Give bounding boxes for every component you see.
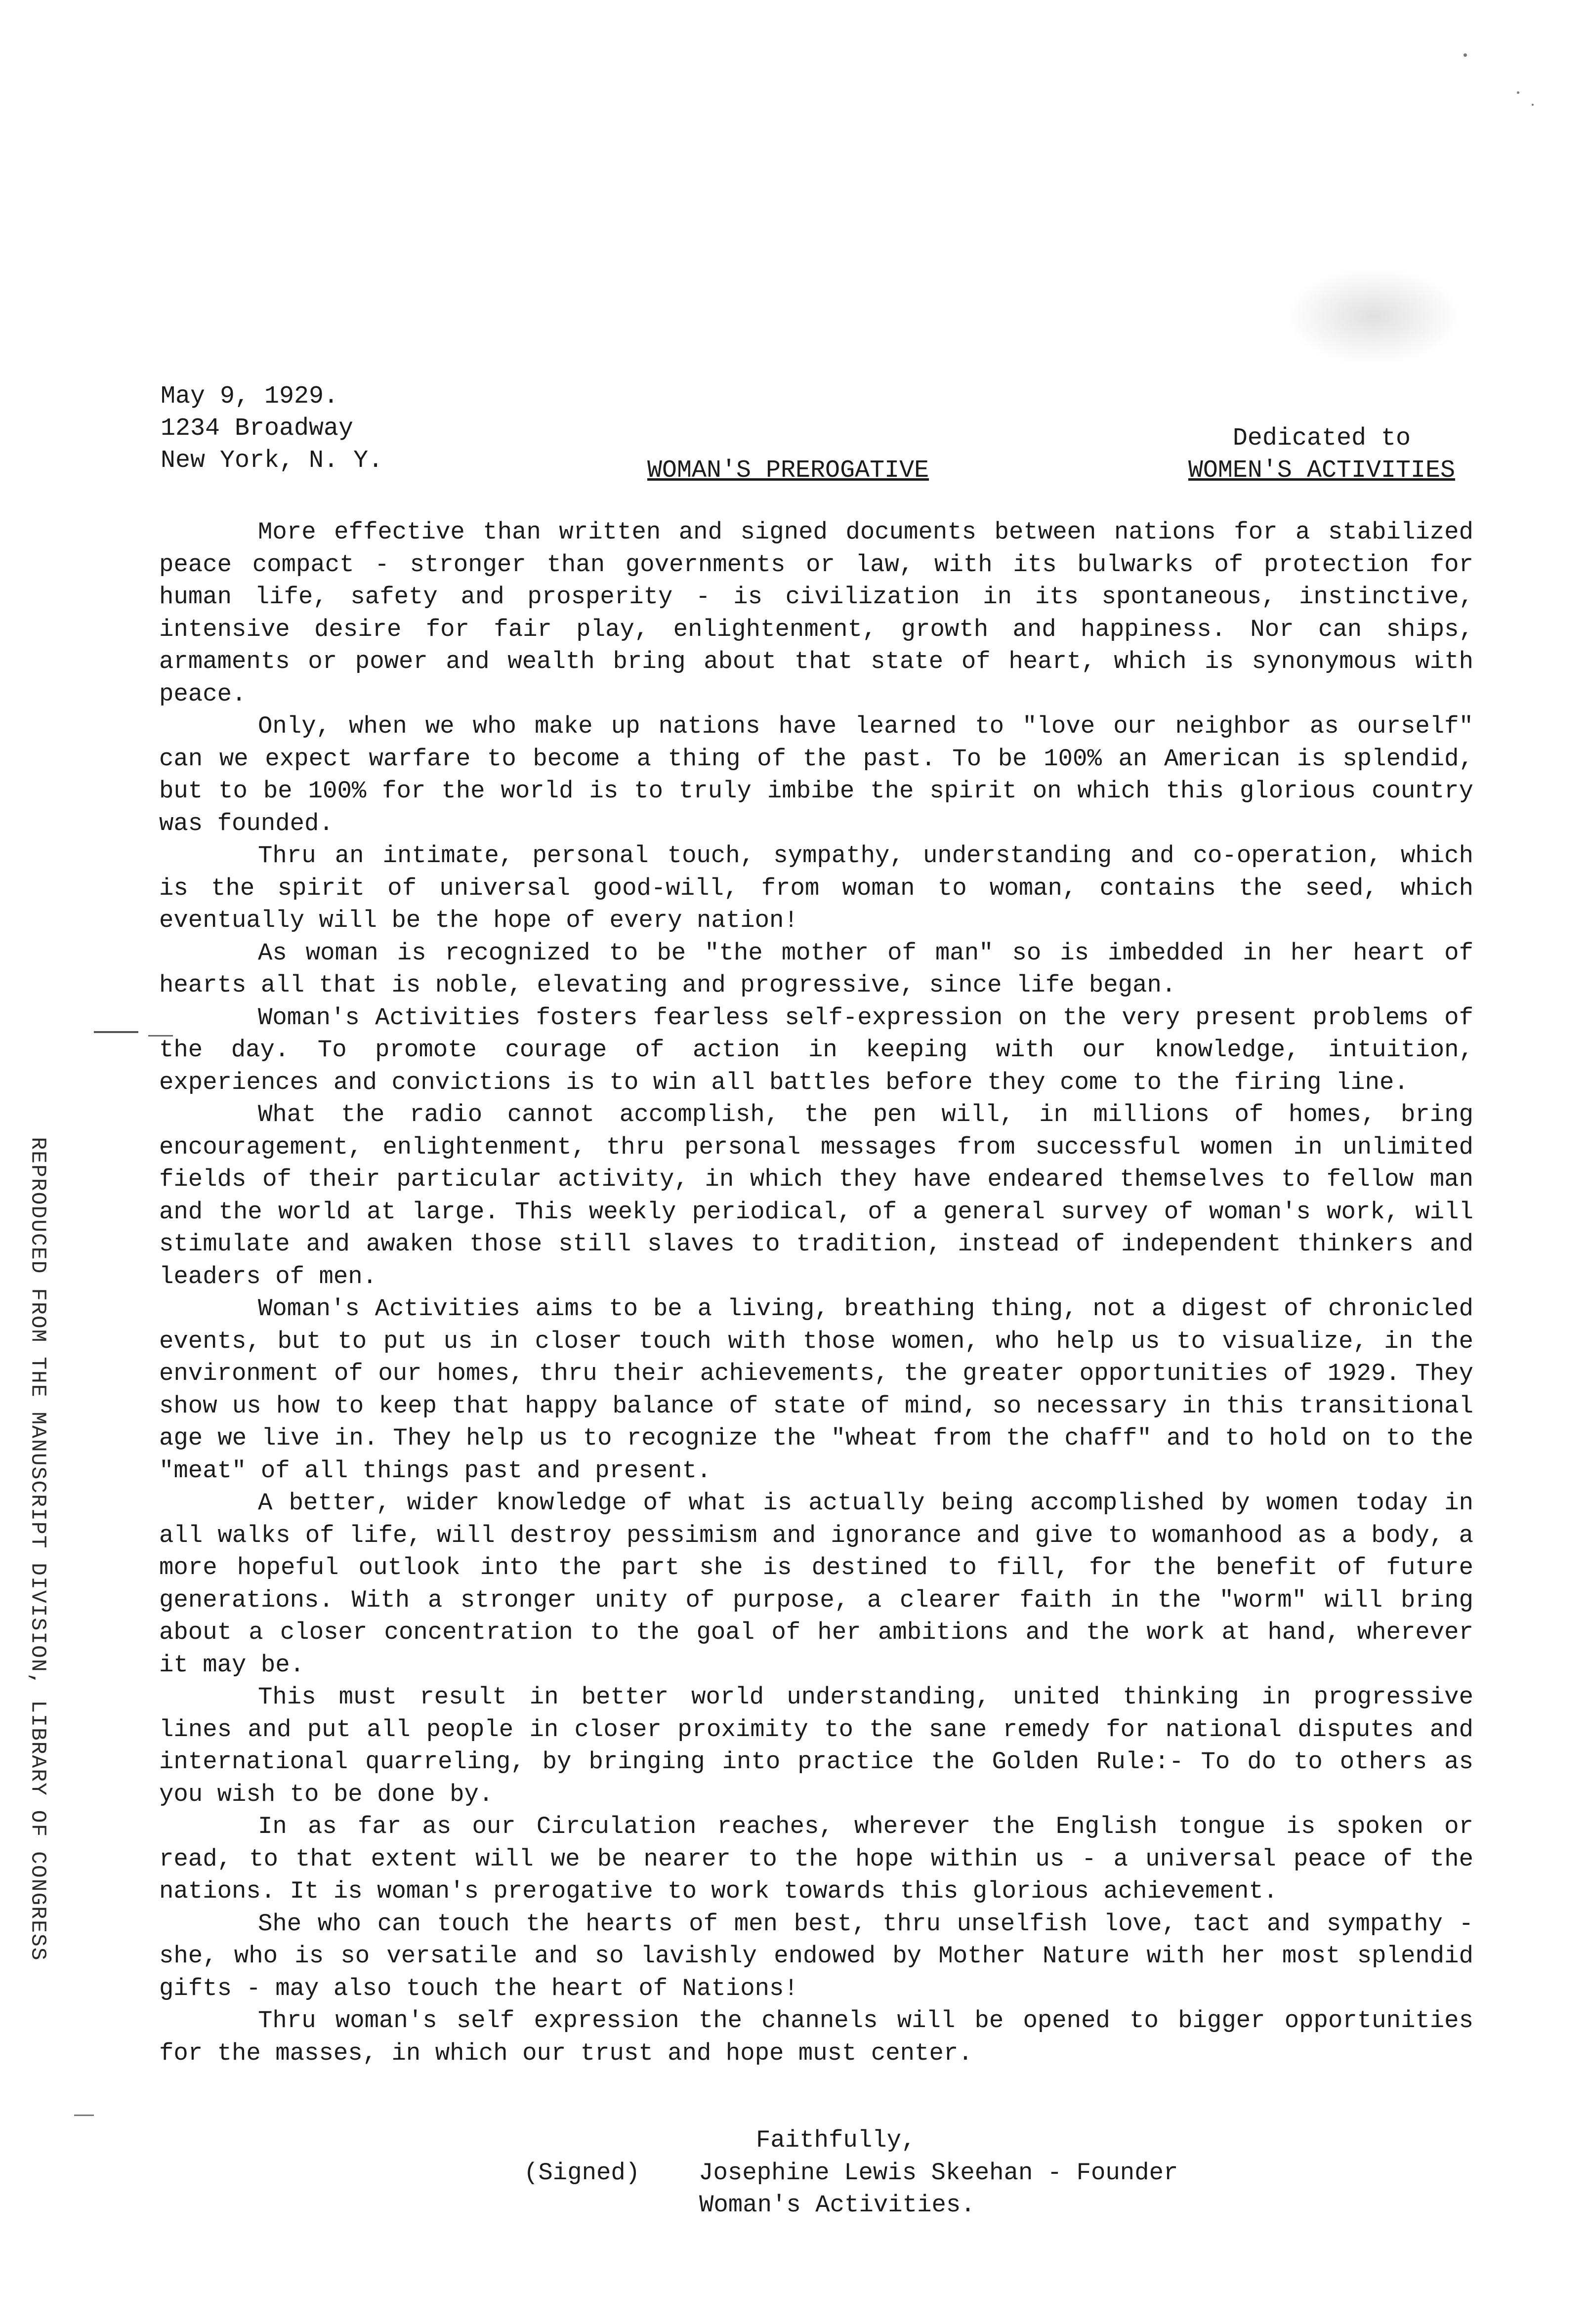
dedication-label: Dedicated to: [1232, 424, 1411, 453]
paragraph: More effective than written and signed documents between nations for a stabilized peace compact - stronger than governments or law, with its bulwarks of protection for human life, safety and prosperity - is civilization in its spontaneous, instinctive, intensive desire for fair play, enlightenment, growth and happiness. Nor can ships, armaments or power and wealth bring about that state of heart, which is synonymous with peace.: [159, 518, 1473, 708]
letter-date: May 9, 1929.: [161, 382, 339, 411]
letter-title: WOMAN'S PREROGATIVE: [647, 456, 929, 485]
archive-stamp-text: REPRODUCED FROM THE MANUSCRIPT DIVISION, LIBRARY OF CONGRESS: [26, 1136, 50, 1961]
scan-speck: [1464, 53, 1467, 57]
paragraph: Thru an intimate, personal touch, sympathy, understanding and co-operation, which is the spirit of universal good-will, from woman to woman, contains the seed, which eventually will be the hope of every nation!: [159, 842, 1473, 934]
signature-line: [524, 2157, 1178, 2190]
signer-organization: Woman's Activities.: [699, 2191, 975, 2219]
dedication: [1188, 422, 1455, 487]
margin-mark: [94, 1031, 138, 1033]
letter-closing: [524, 2124, 1178, 2222]
paragraph: Woman's Activities fosters fearless self-expression on the very present problems of the day. To promote courage of action in keeping with our knowledge, intuition, experiences and convictions is to win all battles before they come to the firing line.: [159, 1003, 1473, 1096]
archive-stamp: [21, 1055, 55, 2043]
paragraph: As woman is recognized to be "the mother of man" so is imbedded in her heart of hearts all that is noble, elevating and progressive, since life began.: [159, 939, 1473, 999]
address-street: 1234 Broadway: [161, 415, 354, 443]
scan-smudge: [1285, 267, 1463, 366]
scan-speck: [1532, 104, 1534, 106]
paragraph: A better, wider knowledge of what is actually being accomplished by women today in all walks of life, will destroy pessimism and ignorance and give to womanhood as a body, a more hopeful outlook into the part she is destined to fill, for the benefit of future generations. With a stronger unity of purpose, a clearer faith in the "worm" will bring about a closer concentration to the goal of her ambitions and the work at hand, wherever it may be.: [159, 1489, 1473, 1679]
letter-header: [161, 380, 1455, 499]
letter-body: [159, 516, 1473, 2070]
paragraph: She who can touch the hearts of men best, thru unselfish love, tact and sympathy - she, who is so versatile and so lavishly endowed by Mother Nature with her most splendid gifts - may also touch the heart of Nations!: [159, 1909, 1473, 2002]
paragraph: Thru woman's self expression the channels will be opened to bigger opportunities for the masses, in which our trust and hope must center.: [159, 2007, 1473, 2067]
paragraph: Only, when we who make up nations have learned to "love our neighbor as ourself" can we expect warfare to become a thing of the past. To be 100% an American is splendid, but to be 100% for the world is to truly imbibe the spirit on which this glorious country was founded.: [159, 712, 1473, 837]
paragraph: What the radio cannot accomplish, the pen will, in millions of homes, bring encouragement, enlightenment, thru personal messages from successful women in unlimited fields of their particular activity, in which they have endeared themselves to fellow man and the world at large. This weekly periodical, of a general survey of woman's work, will stimulate and awaken those still slaves to tradition, instead of independent thinkers and leaders of men.: [159, 1101, 1473, 1290]
paragraph: Woman's Activities aims to be a living, breathing thing, not a digest of chronicled events, but to put us in closer touch with those women, who help us to visualize, in the environment of our homes, thru their achievements, the greater opportunities of 1929. They show us how to keep that happy balance of state of mind, so necessary in this transitional age we live in. They help us to recognize the "wheat from the chaff" and to hold on to the "meat" of all things past and present.: [159, 1295, 1473, 1485]
paragraph: This must result in better world understanding, united thinking in progressive lines and put all people in closer proximity to the sane remedy for national disputes and international quarreling, by bringing into practice the Golden Rule:- To do to others as you wish to be done by.: [159, 1683, 1473, 1808]
margin-mark: [74, 2115, 94, 2116]
signed-label: (Signed): [524, 2158, 640, 2187]
sender-address: [161, 380, 383, 477]
scan-speck: [1517, 91, 1519, 94]
address-city: New York, N. Y.: [161, 447, 383, 475]
closing-salutation: Faithfully,: [756, 2126, 916, 2154]
signer-name: Josephine Lewis Skeehan - Founder: [699, 2158, 1178, 2187]
paragraph: In as far as our Circulation reaches, wherever the English tongue is spoken or read, to that extent will we be nearer to the hope within us - a universal peace of the nations. It is woman's prerogative to work towards this glorious achievement.: [159, 1813, 1473, 1905]
dedication-target: WOMEN'S ACTIVITIES: [1188, 456, 1455, 485]
